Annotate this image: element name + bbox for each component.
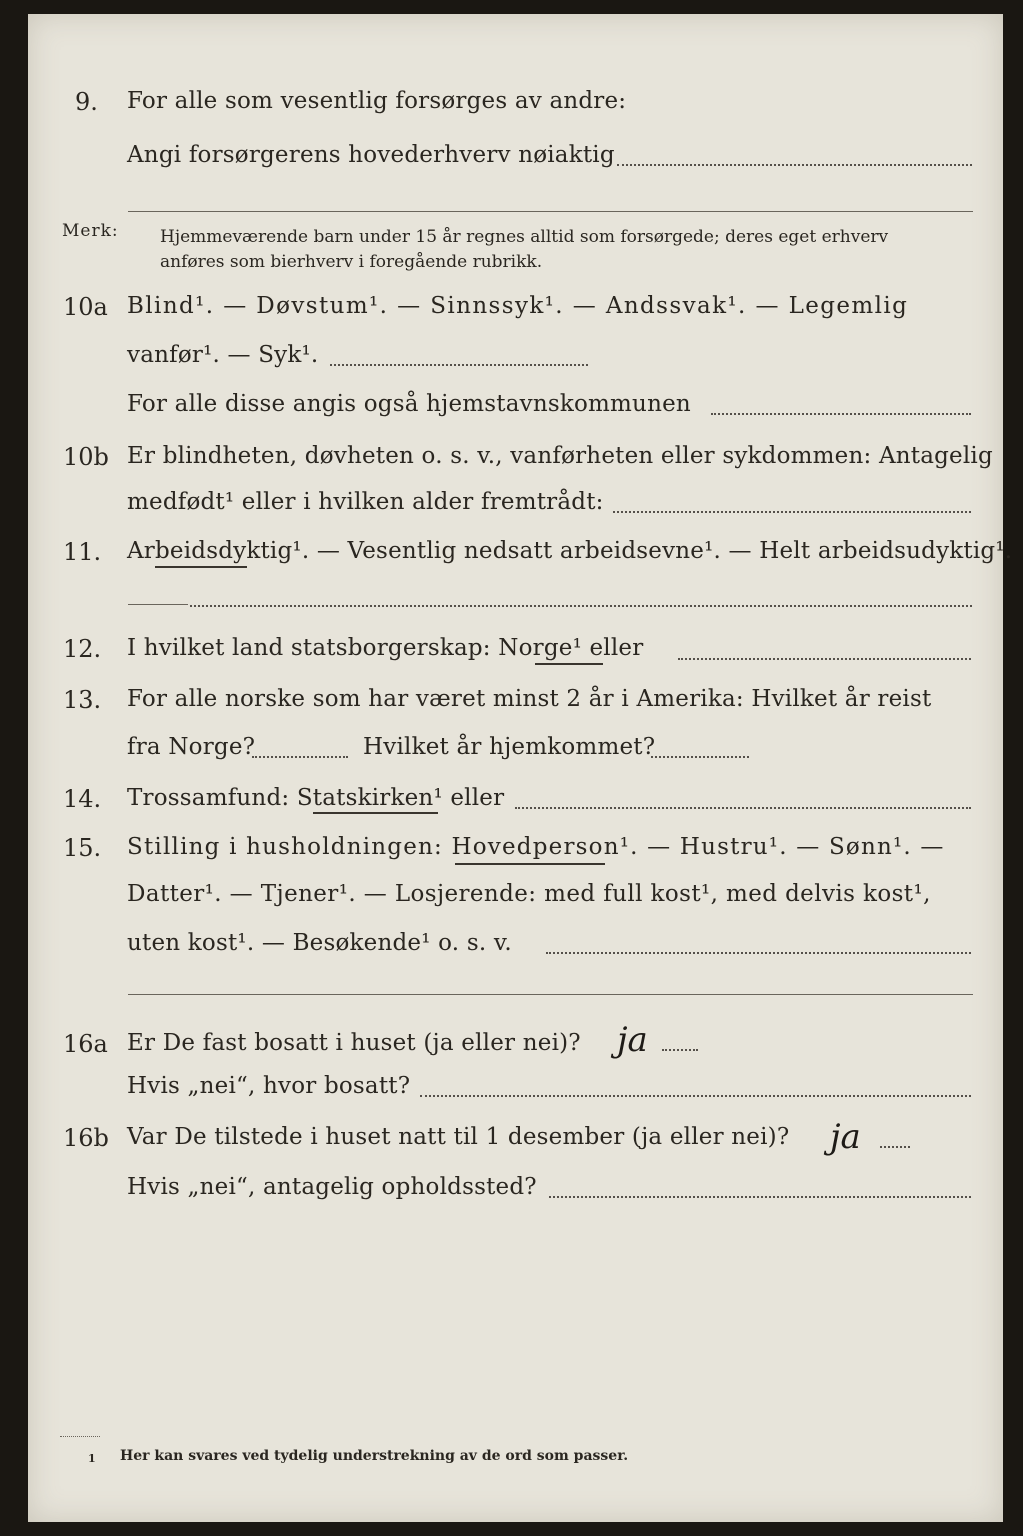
question-10a-text: Blind¹. — Døvstum¹. — Sinnssyk¹. — Andssvak¹. — Legemlig: [127, 293, 909, 319]
answer-line-11: [190, 605, 972, 607]
question-9-text: For alle som vesentlig forsørges av andre:: [127, 88, 627, 114]
question-16b-text-2: Hvis „nei“, antagelig opholdssted?: [127, 1174, 537, 1200]
question-16b-number: 16b: [63, 1124, 109, 1152]
answer-line-16a-bosatt: [420, 1095, 971, 1097]
question-14-text: Trossamfund: Statskirken¹ eller: [127, 785, 505, 811]
answer-line-16a: [662, 1049, 698, 1051]
handwritten-underline-arbeidsdyktig: [155, 566, 247, 568]
footnote-text: Her kan svares ved tydelig understrekning av de ord som passer.: [120, 1448, 629, 1464]
question-16b-text: Var De tilstede i huset natt til 1 desember (ja eller nei)?: [127, 1124, 790, 1150]
handwritten-answer-16b: ja: [830, 1117, 861, 1157]
question-10a-text-2: vanfør¹. — Syk¹.: [127, 342, 319, 368]
question-13-text: For alle norske som har været minst 2 år i Amerika: Hvilket år reist: [127, 686, 932, 712]
handwritten-underline-statskirken: [313, 812, 438, 814]
handwritten-answer-16a: ja: [617, 1020, 648, 1060]
question-11-number: 11.: [63, 538, 102, 566]
question-15-text-2: Datter¹. — Tjener¹. — Losjerende: med full kost¹, med delvis kost¹,: [127, 881, 931, 907]
answer-line-13-reist: [252, 756, 348, 758]
question-9-subtext: Angi forsørgerens hovederhverv nøiaktig: [127, 142, 615, 168]
question-9-number: 9.: [75, 88, 98, 116]
question-10b-text-2: medfødt¹ eller i hvilken alder fremtrådt:: [127, 489, 604, 515]
question-12-text: I hvilket land statsborgerskap: Norge¹ eller: [127, 635, 644, 661]
answer-line-9: [617, 164, 972, 166]
divider-2: [128, 994, 973, 995]
question-14-number: 14.: [63, 785, 102, 813]
answer-line-12: [678, 658, 971, 660]
footnote-rule: [60, 1436, 100, 1437]
answer-line-14: [515, 807, 971, 809]
question-10a-number: 10a: [63, 293, 108, 321]
question-15-text: Stilling i husholdningen: Hovedperson¹. — Hustru¹. — Sønn¹. —: [127, 834, 945, 860]
question-15-text-3: uten kost¹. — Besøkende¹ o. s. v.: [127, 930, 512, 956]
question-12-number: 12.: [63, 635, 102, 663]
merk-label: Merk:: [62, 221, 119, 241]
question-15-number: 15.: [63, 834, 102, 862]
question-13-text-2a: fra Norge?: [127, 734, 256, 760]
divider: [128, 211, 973, 212]
short-rule: [128, 604, 188, 605]
question-13-number: 13.: [63, 686, 102, 714]
merk-text-1: Hjemmeværende barn under 15 år regnes alltid som forsørgede; deres eget erhverv: [160, 227, 889, 247]
question-11-text: Arbeidsdyktig¹. — Vesentlig nedsatt arbeidsevne¹. — Helt arbeidsudyktig¹.: [127, 538, 1013, 564]
answer-line-16b-opholdssted: [549, 1196, 971, 1198]
question-16a-number: 16a: [63, 1030, 108, 1058]
question-16a-text: Er De fast bosatt i huset (ja eller nei)?: [127, 1030, 581, 1056]
answer-line-16b: [880, 1146, 910, 1148]
answer-line-10a: [330, 364, 588, 366]
question-13-text-2b: Hvilket år hjemkommet?: [363, 734, 656, 760]
answer-line-10b: [613, 511, 971, 513]
footnote-mark: 1: [88, 1452, 96, 1465]
handwritten-underline-norge: [535, 663, 603, 665]
question-16a-text-2: Hvis „nei“, hvor bosatt?: [127, 1073, 411, 1099]
answer-line-13-hjemkommet: [651, 756, 749, 758]
question-10b-text: Er blindheten, døvheten o. s. v., vanførheten eller sykdommen: Antagelig: [127, 443, 993, 469]
answer-line-10a-kommune: [711, 413, 971, 415]
question-10b-number: 10b: [63, 443, 109, 471]
handwritten-underline-hovedperson: [455, 863, 605, 865]
answer-line-15: [546, 952, 971, 954]
merk-text-2: anføres som bierhverv i foregående rubrikk.: [160, 252, 543, 272]
question-10a-text-3: For alle disse angis også hjemstavnskommunen: [127, 391, 691, 417]
